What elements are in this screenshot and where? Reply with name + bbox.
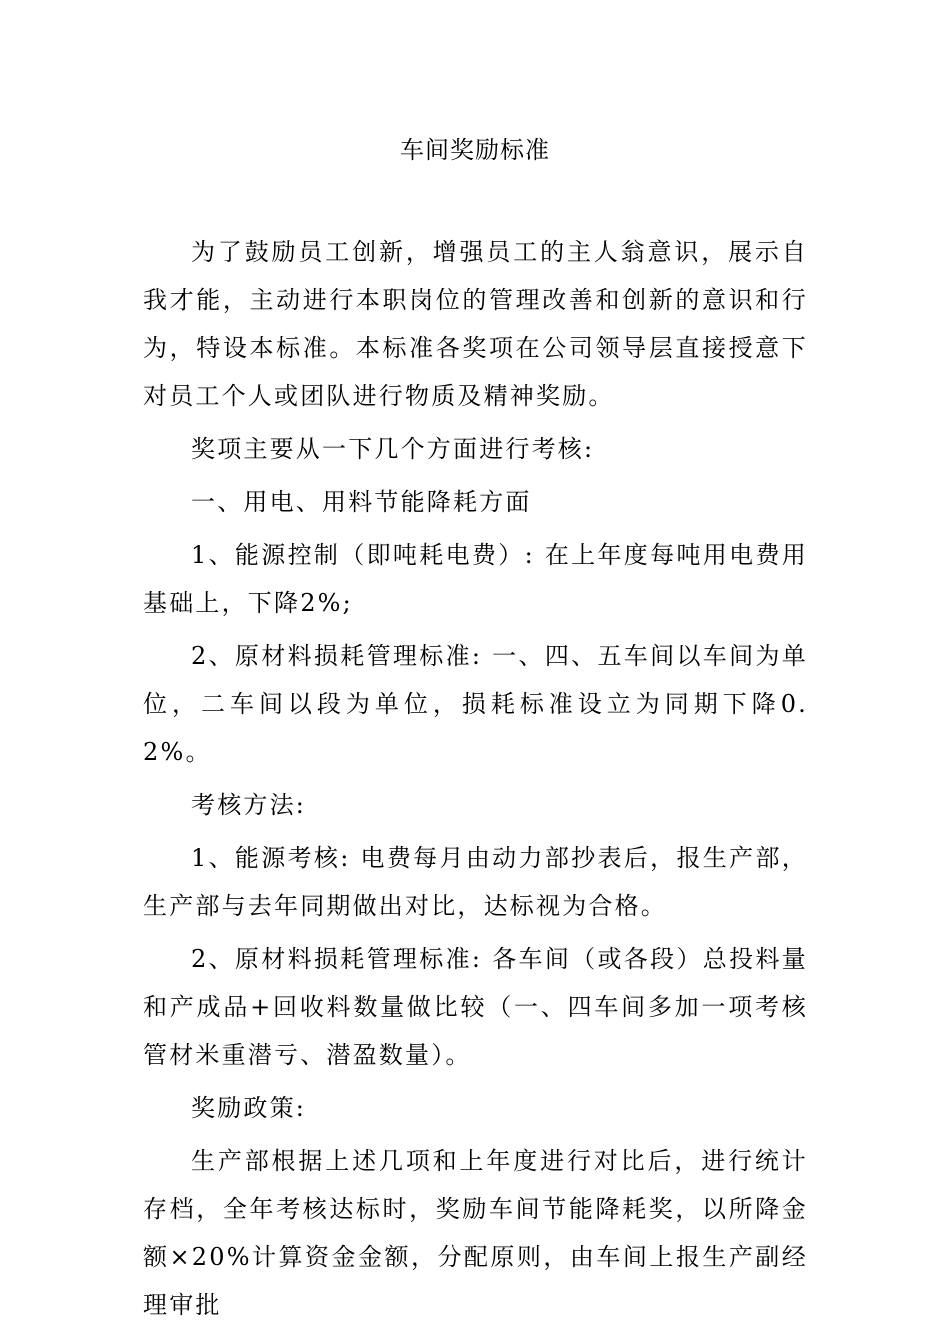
paragraph-method-heading: 考核方法: xyxy=(191,791,307,819)
paragraph-item-material-loss: 2、原材料损耗管理标准: 一、四、五车间以车间为单位，二车间以段为单位，损耗标准设立为同期下降0.2%。 xyxy=(143,642,808,766)
document-body xyxy=(143,228,808,1329)
paragraph-section-heading: 一、用电、用料节能降耗方面 xyxy=(191,488,532,516)
paragraph-method-energy: 1、能源考核: 电费每月由动力部抄表后，报生产部，生产部与去年同期做出对比，达标视为合格。 xyxy=(143,844,808,920)
paragraph-policy-detail: 生产部根据上述几项和上年度进行对比后，进行统计存档，全年考核达标时，奖励车间节能降耗奖，以所降金额×20%计算资金金额，分配原则，由车间上报生产副经理审批 xyxy=(143,1147,808,1319)
paragraph-item-energy-control: 1、能源控制（即吨耗电费）: 在上年度每吨用电费用基础上，下降2%; xyxy=(143,541,808,617)
paragraph-method-material: 2、原材料损耗管理标准: 各车间（或各段）总投料量和产成品+回收料数量做比较（一、四车间多加一项考核管材米重潜亏、潜盈数量）。 xyxy=(143,945,808,1069)
paragraph-assessment-intro: 奖项主要从一下几个方面进行考核: xyxy=(191,435,595,463)
paragraph-policy-heading: 奖励政策: xyxy=(191,1094,307,1122)
document-title: 车间奖励标准 xyxy=(400,136,550,164)
paragraph-intro: 为了鼓励员工创新，增强员工的主人翁意识，展示自我才能，主动进行本职岗位的管理改善和创新的意识和行为，特设本标准。本标准各奖项在公司领导层直接授意下对员工个人或团队进行物质及精神奖励。 xyxy=(143,238,808,410)
